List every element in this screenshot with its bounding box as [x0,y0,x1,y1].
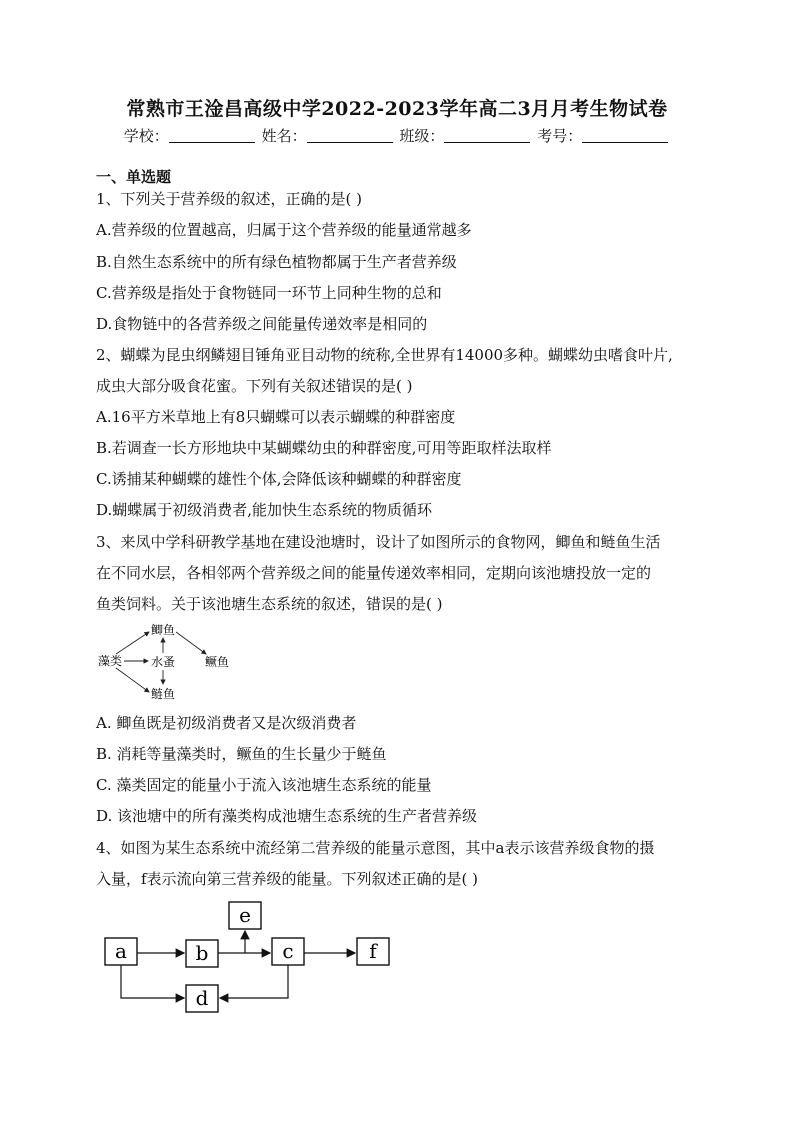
q3-stem-line3: 鱼类饲料。关于该池塘生态系统的叙述，错误的是( ) [96,595,443,613]
node-algae: 藻类 [98,654,123,668]
q1-stem: 1、下列关于营养级的叙述，正确的是( ) [96,190,363,208]
student-info-line [0,125,794,146]
q3-stem-line1: 3、来凤中学科研教学基地在建设池塘时，设计了如图所示的食物网，鲫鱼和鲢鱼生活 [96,533,661,551]
q2-option-d: D.蝴蝶属于初级消费者,能加快生态系统的物质循环 [96,501,433,519]
energy-flow-diagram [98,898,398,1018]
q4-stem-line2: 入量，f表示流向第三营养级的能量。下列叙述正确的是( ) [96,870,479,888]
q3-option-b: B. 消耗等量藻类时，鳜鱼的生长量少于鲢鱼 [96,745,387,763]
arrow-crucian-mandarin [176,632,206,654]
node-silver-carp: 鲢鱼 [151,687,176,701]
q2-option-b: B.若调查一长方形地块中某蝴蝶幼虫的种群密度,可用等距取样法取样 [96,439,552,457]
q3-option-d: D. 该池塘中的所有藻类构成池塘生态系统的生产者营养级 [96,807,478,825]
label-e: e [239,903,251,927]
label-a: a [115,939,127,963]
class-label: 班级： [399,127,445,145]
node-water-flea: 水蚤 [151,655,176,669]
arrow-algae-crucian [116,632,149,654]
q1-option-c: C.营养级是指处于食物链同一环节上同种生物的总和 [96,284,442,302]
label-f: f [369,939,377,963]
node-crucian-carp: 鲫鱼 [151,623,176,637]
node-mandarin-fish: 鳜鱼 [205,655,230,669]
q3-option-a: A. 鲫鱼既是初级消费者又是次级消费者 [96,714,357,732]
q3-stem-line2: 在不同水层，各相邻两个营养级之间的能量传递效率相同，定期向该池塘投放一定的 [96,564,652,582]
q3-option-c: C. 藻类固定的能量小于流入该池塘生态系统的能量 [96,776,432,794]
exam-title: 常熟市王淦昌高级中学2022-2023学年高二3月月考生物试卷 [126,98,668,120]
food-web-diagram [94,618,244,704]
label-b: b [195,941,209,965]
q1-option-a: A.营养级的位置越高，归属于这个营养级的能量通常越多 [96,221,472,239]
q2-option-a: A.16平方米草地上有8只蝴蝶可以表示蝴蝶的种群密度 [96,408,456,426]
school-label: 学校： [123,127,169,145]
arrow-a-d [121,965,184,998]
class-blank[interactable] [444,127,530,143]
q2-stem-line2: 成虫大部分吸食花蜜。下列有关叙述错误的是( ) [96,377,413,395]
q2-option-c: C.诱捕某种蝴蝶的雄性个体,会降低该种蝴蝶的种群密度 [96,470,462,488]
label-d: d [195,986,209,1010]
section-title: 一、单选题 [96,168,172,186]
name-label: 姓名： [261,127,307,145]
name-blank[interactable] [307,127,393,143]
exam-number-label: 考号： [537,127,583,145]
q1-option-b: B.自然生态系统中的所有绿色植物都属于生产者营养级 [96,253,457,271]
exam-number-blank[interactable] [582,127,668,143]
q2-stem-line1: 2、蝴蝶为昆虫纲鳞翅目锤角亚目动物的统称,全世界有14000多种。蝴蝶幼虫嗜食叶片, [96,346,673,364]
q4-stem-line1: 4、如图为某生态系统中流经第二营养级的能量示意图，其中a表示该营养级食物的摄 [96,839,655,857]
arrow-c-d [220,965,288,998]
q1-option-d: D.食物链中的各营养级之间能量传递效率是相同的 [96,315,428,333]
label-c: c [282,939,294,963]
school-blank[interactable] [169,127,255,143]
arrow-algae-silver [116,668,149,692]
